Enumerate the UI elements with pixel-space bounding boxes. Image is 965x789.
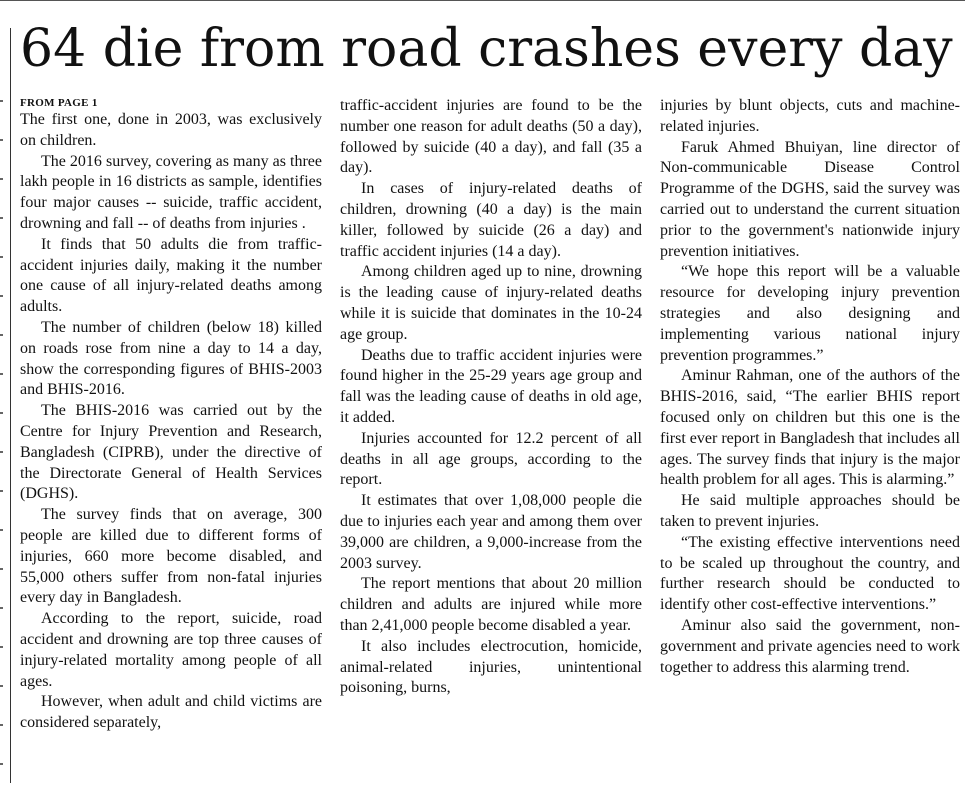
paragraph: Among children aged up to nine, drowning is the leading cause of injury-related deaths while it is suicide that dominates in the 10-24 age group. xyxy=(340,263,642,343)
paragraph: “We hope this report will be a valuable resource for developing injury prevention strategies and also designing and implementing various national injury prevention programmes.” xyxy=(660,263,960,364)
paragraph: The report mentions that about 20 million children and adults are injured while more than 2,41,000 people become disabled a year. xyxy=(340,575,642,634)
paragraph: According to the report, suicide, road accident and drowning are top three causes of injury-related mortality among people of all ages. xyxy=(20,610,322,690)
paragraph: In cases of injury-related deaths of children, drowning (40 a day) is the main killer, followed by suicide (26 a day) and traffic accident injuries (14 a day). xyxy=(340,180,642,260)
article-column-3 xyxy=(660,96,960,678)
paragraph: Aminur also said the government, non-government and private agencies need to work together to address this alarming trend. xyxy=(660,616,960,676)
paragraph: The survey finds that on average, 300 people are killed due to different forms of injuries, 660 more become disabled, and 55,000 others suffer from non-fatal injuries every day in Bangladesh. xyxy=(20,506,322,607)
paragraph: The 2016 survey, covering as many as three lakh people in 16 districts as sample, identifies four major causes -- suicide, traffic accident, drowning and fall -- of deaths from injuries . xyxy=(20,152,322,232)
top-rule xyxy=(0,0,965,1)
paragraph: traffic-accident injuries are found to be the number one reason for adult deaths (50 a day), followed by suicide (40 a day), and fall (35 a day). xyxy=(340,97,642,177)
article-column-2 xyxy=(340,96,642,699)
article-column-1 xyxy=(20,96,322,734)
paragraph: The number of children (below 18) killed on roads rose from nine a day to 14 a day, show the corresponding figures of BHIS-2003 and BHIS-2016. xyxy=(20,318,322,399)
paragraph: “The existing effective interventions need to be scaled up throughout the country, and further research should be conducted to identify other cost-effective interventions.” xyxy=(660,533,960,614)
paragraph: The BHIS-2016 was carried out by the Centre for Injury Prevention and Research, Bangladesh (CIPRB), under the directive of the Directorate General of Health Services (DGHS). xyxy=(20,402,322,503)
paragraph: Aminur Rahman, one of the authors of the BHIS-2016, said, “The earlier BHIS report focused only on children but this one is the first ever report in Bangladesh that includes all ages. The survey finds that injury is the major health problem for all ages. This is alarming.” xyxy=(660,367,960,489)
paragraph: It estimates that over 1,08,000 people die due to injuries each year and among them over 39,000 are children, a 9,000-increase from the 2003 survey. xyxy=(340,492,642,572)
paragraph: injuries by blunt objects, cuts and machine-related injuries. xyxy=(660,97,960,135)
paragraph: Deaths due to traffic accident injuries were found higher in the 25-29 years age group and fall was the leading cause of deaths in old age, it added. xyxy=(340,346,642,426)
paragraph: It also includes electrocution, homicide, animal-related injuries, unintentional poisoning, burns, xyxy=(340,637,642,697)
paragraph: It finds that 50 adults die from traffic-accident injuries daily, making it the number one cause of all injury-related deaths among adults. xyxy=(20,235,322,316)
column-rule-left xyxy=(10,28,11,783)
headline: 64 die from road crashes every day xyxy=(20,19,953,79)
paragraph: The first one, done in 2003, was exclusively on children. xyxy=(20,111,322,149)
jump-line: FROM PAGE 1 xyxy=(20,97,98,109)
paragraph: However, when adult and child victims are considered separately, xyxy=(20,693,322,732)
paragraph: He said multiple approaches should be taken to prevent injuries. xyxy=(660,492,960,530)
left-gutter-marks xyxy=(0,100,4,780)
paragraph: Injuries accounted for 12.2 percent of all deaths in all age groups, according to the report. xyxy=(340,429,642,489)
paragraph: Faruk Ahmed Bhuiyan, line director of Non-communicable Disease Control Programme of the DGHS, said the survey was carried out to understand the current situation prior to the government's nationwide injury prevention initiatives. xyxy=(660,138,960,260)
